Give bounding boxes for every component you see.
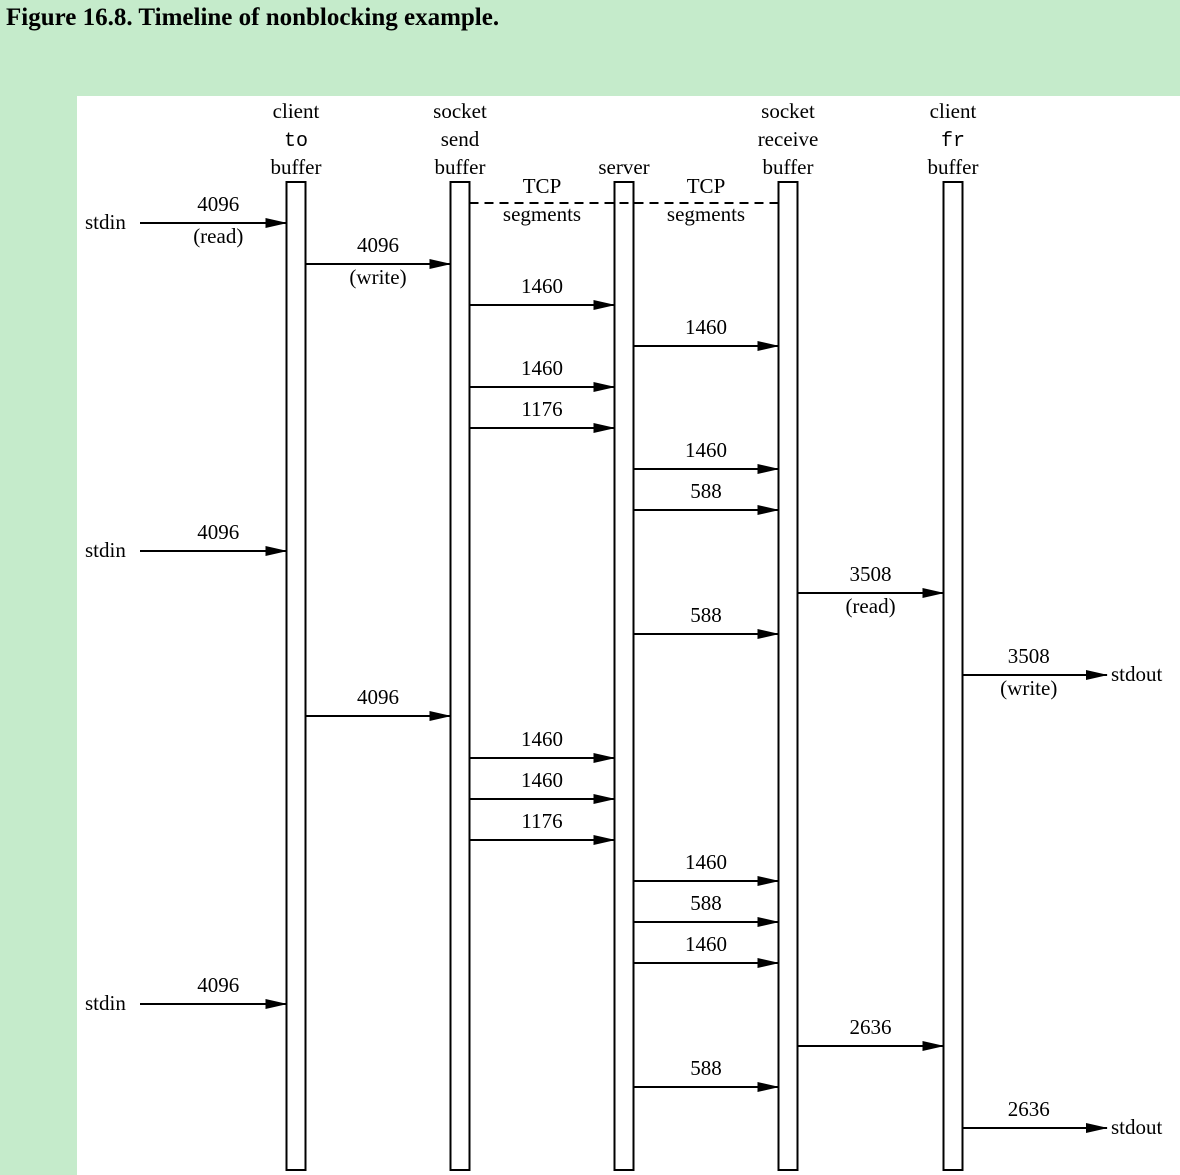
message-label-4: 1460 — [521, 356, 563, 380]
message-label-1: 4096 — [357, 233, 399, 257]
column-header-server-line-0: server — [598, 155, 650, 179]
message-label-2: 1460 — [521, 274, 563, 298]
stdout-label: stdout — [1111, 662, 1163, 686]
figure-caption: Figure 16.8. Timeline of nonblocking example. — [6, 4, 500, 31]
message-label-3: 1460 — [685, 315, 727, 339]
message-label-5: 1176 — [521, 397, 563, 421]
tcp-label-1: TCP — [686, 174, 726, 198]
buffer-bar-client-to — [287, 182, 306, 1170]
message-label-22: 2636 — [1007, 1097, 1050, 1121]
column-header-send-buf-line-0: socket — [433, 99, 487, 123]
message-label-18: 1460 — [685, 932, 727, 956]
column-header-client-to-line-1: to — [283, 130, 309, 153]
message-label-9: 3508 — [849, 562, 892, 586]
message-label-15: 1176 — [521, 809, 563, 833]
message-sublabel-1: (write) — [349, 265, 407, 289]
message-label-17: 588 — [690, 891, 722, 915]
column-header-client-to-line-2: buffer — [270, 155, 322, 179]
message-sublabel-9: (read) — [845, 594, 896, 618]
message-label-10: 588 — [690, 603, 722, 627]
message-label-19: 4096 — [197, 973, 240, 997]
buffer-bar-client-fr — [944, 182, 963, 1170]
column-header-recv-buf-line-2: buffer — [762, 155, 814, 179]
segments-label-1: segments — [666, 202, 746, 226]
stdin-label: stdin — [85, 210, 126, 234]
message-label-13: 1460 — [521, 727, 563, 751]
message-label-20: 2636 — [849, 1015, 892, 1039]
message-sublabel-0: (read) — [193, 224, 244, 248]
column-header-recv-buf-line-0: socket — [761, 99, 815, 123]
buffer-bar-send-buf — [451, 182, 470, 1170]
timeline-diagram — [77, 96, 1180, 1175]
message-label-6: 1460 — [685, 438, 727, 462]
tcp-label-0: TCP — [522, 174, 562, 198]
message-label-8: 4096 — [197, 520, 240, 544]
column-header-send-buf-line-1: send — [440, 127, 480, 151]
message-sublabel-11: (write) — [1000, 676, 1058, 700]
message-label-14: 1460 — [521, 768, 563, 792]
diagram-panel — [77, 96, 1180, 1175]
column-header-client-fr-line-0: client — [929, 99, 977, 123]
column-header-client-fr-line-1: fr — [940, 130, 966, 153]
buffer-bar-server — [615, 182, 634, 1170]
message-label-0: 4096 — [197, 192, 240, 216]
column-header-send-buf-line-2: buffer — [434, 155, 486, 179]
message-label-12: 4096 — [357, 685, 399, 709]
column-header-client-to-line-0: client — [272, 99, 320, 123]
message-label-7: 588 — [690, 479, 722, 503]
stdout-label: stdout — [1111, 1115, 1163, 1139]
message-label-16: 1460 — [685, 850, 727, 874]
column-header-client-fr-line-2: buffer — [927, 155, 979, 179]
stdin-label: stdin — [85, 538, 126, 562]
stdin-label: stdin — [85, 991, 126, 1015]
column-header-recv-buf-line-1: receive — [757, 127, 819, 151]
message-label-21: 588 — [690, 1056, 722, 1080]
segments-label-0: segments — [502, 202, 582, 226]
message-label-11: 3508 — [1007, 644, 1050, 668]
buffer-bar-recv-buf — [779, 182, 798, 1170]
